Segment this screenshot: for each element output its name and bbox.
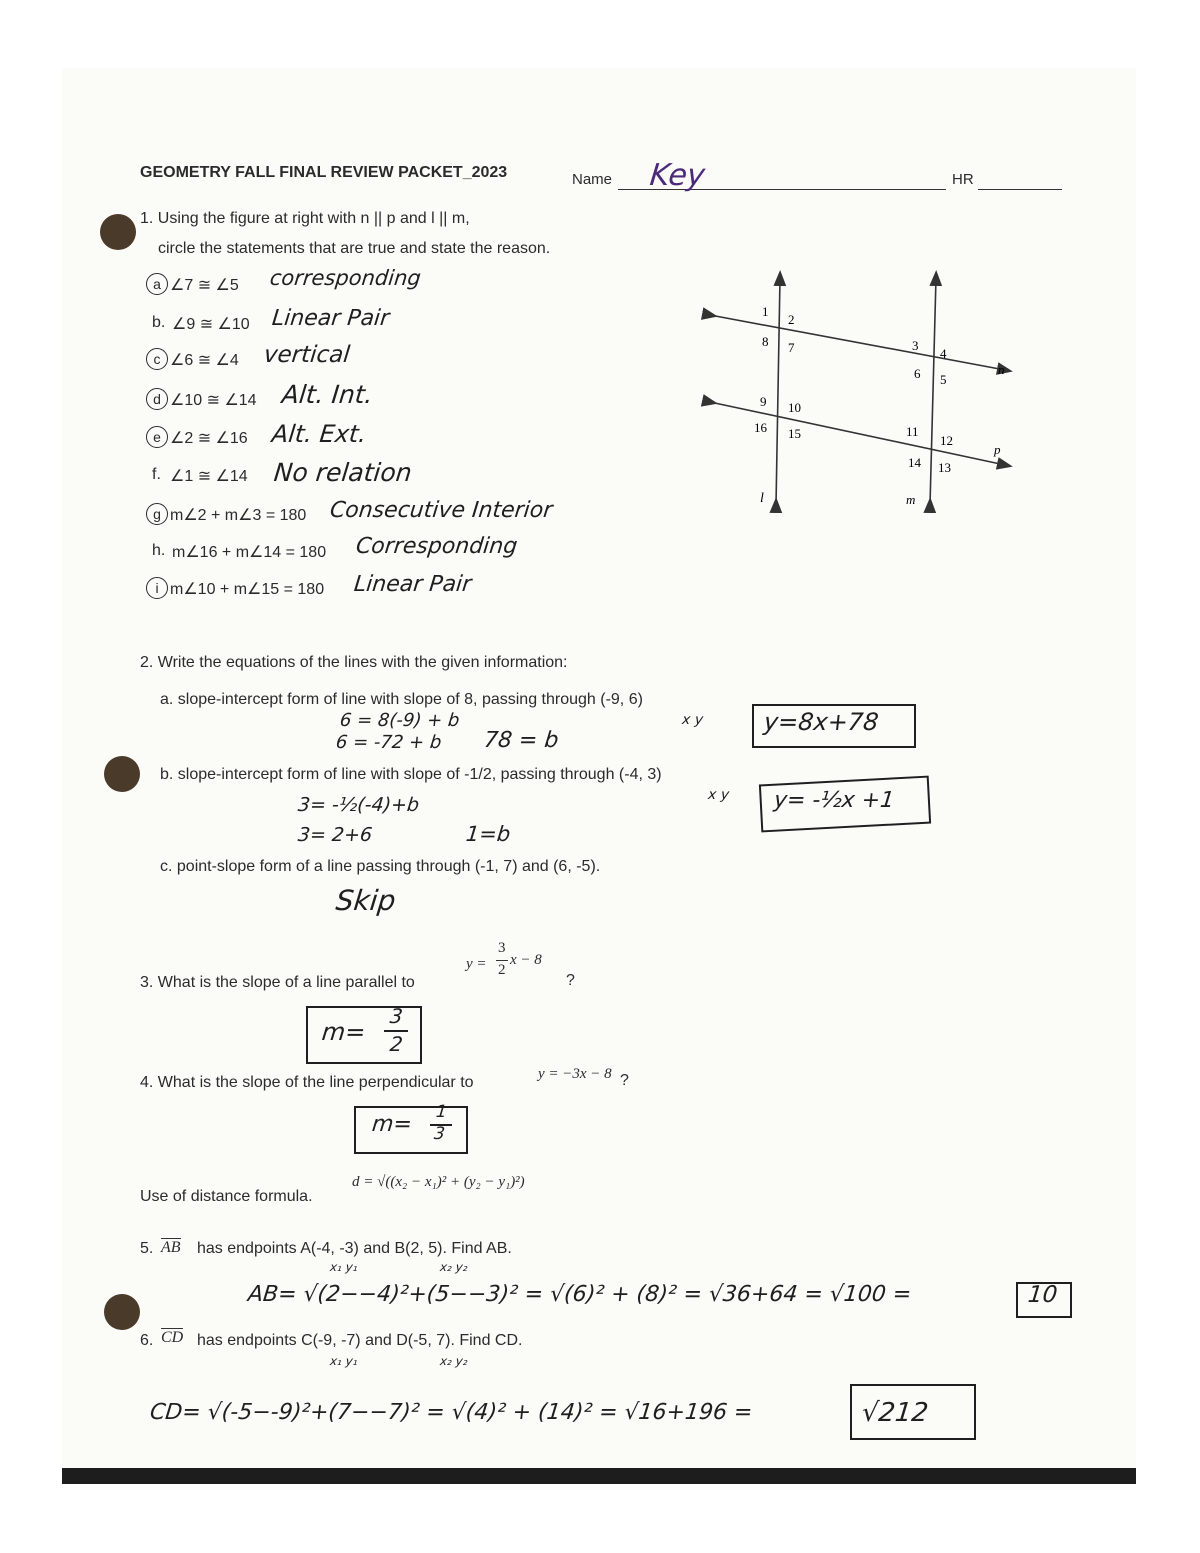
q1-answer-d: Alt. Int. — [280, 380, 375, 409]
q4-qmark: ? — [620, 1072, 629, 1089]
q2a-work3: 78 = b — [482, 728, 560, 753]
hr-label: HR — [952, 171, 974, 188]
q2a-answer: y=8x+78 — [762, 708, 880, 736]
distance-formula: d = √((x₂ − x₁)² + (y₂ − y₁)²) — [352, 1174, 525, 1190]
q3-eq-rhs: x − 8 — [510, 952, 542, 968]
line-label: m — [906, 492, 916, 507]
binder-hole — [100, 214, 136, 250]
q6-x1y1: x₁ y₁ — [329, 1354, 359, 1368]
circled-letter: e — [146, 426, 168, 448]
q2b-xy: x y — [707, 787, 730, 803]
angle-label: 4 — [940, 346, 947, 361]
q1-letter-h: h. — [152, 542, 166, 559]
line-m — [930, 278, 936, 505]
q4-answer-num: 1 — [434, 1102, 448, 1122]
q3-eq-num: 3 — [498, 940, 506, 956]
q3-answer-m: m= — [320, 1018, 367, 1046]
angle-label: 11 — [906, 424, 919, 439]
angle-label: 3 — [912, 338, 919, 353]
distance-label: Use of distance formula. — [140, 1188, 313, 1205]
binder-hole — [104, 1294, 140, 1330]
name-value: Key — [648, 158, 707, 193]
q5-prompt: has endpoints A(-4, -3) and B(2, 5). Find AB. — [197, 1240, 512, 1257]
q3-answer-den: 2 — [388, 1032, 404, 1056]
circled-letter: i — [146, 577, 168, 599]
angle-label: 13 — [938, 460, 951, 475]
q2a-work2: 6 = -72 + b — [334, 732, 443, 753]
angle-label: 1 — [762, 304, 769, 319]
q1-answer-f: No relation — [272, 458, 414, 487]
q1-prompt-line1: 1. Using the figure at right with n || p and l || m, — [140, 210, 470, 227]
q5-x2y2: x₂ y₂ — [439, 1260, 469, 1274]
q6-number: 6. — [140, 1332, 154, 1349]
q2a-xy: x y — [681, 712, 704, 728]
angle-label: 2 — [788, 312, 795, 327]
binder-hole — [104, 756, 140, 792]
q1-letter-b: b. — [152, 314, 166, 331]
q2a-prompt: a. slope-intercept form of line with slope of 8, passing through (-9, 6) — [160, 691, 643, 708]
q1-prompt-line2: circle the statements that are true and state the reason. — [158, 240, 551, 257]
q5-number: 5. — [140, 1240, 154, 1257]
q5-segment: AB — [161, 1239, 181, 1256]
q1-answer-a: corresponding — [268, 266, 423, 290]
angle-label: 5 — [940, 372, 947, 387]
q1-answer-g: Consecutive Interior — [328, 498, 554, 523]
q1-statement-c: ∠6 ≅ ∠4 — [170, 352, 239, 369]
q2c-answer: Skip — [334, 884, 398, 917]
angle-label: 12 — [940, 433, 953, 448]
q1-answer-h: Corresponding — [354, 534, 519, 559]
q6-work: CD= √(-5−-9)²+(7−−7)² = √(4)² + (14)² = √16+196 = — [148, 1400, 754, 1425]
q6-segment: CD — [161, 1329, 184, 1346]
q2b-work3: 1=b — [464, 822, 512, 846]
line-l — [776, 278, 780, 505]
q4-answer-den: 3 — [432, 1124, 446, 1144]
circled-letter: d — [146, 388, 168, 410]
q6-answer: √212 — [860, 1398, 930, 1428]
q2-prompt: 2. Write the equations of the lines with the given information: — [140, 654, 568, 671]
q2a-work1: 6 = 8(-9) + b — [338, 710, 461, 731]
q4-answer-m: m= — [370, 1112, 414, 1137]
q2b-work2: 3= 2+6 — [296, 824, 374, 846]
angle-label: 16 — [754, 420, 767, 435]
q1-statement-i: m∠10 + m∠15 = 180 — [170, 581, 325, 598]
q3-answer-num: 3 — [388, 1004, 404, 1028]
q1-answer-c: vertical — [262, 342, 352, 368]
hr-blank — [978, 188, 1062, 190]
q5-answer: 10 — [1026, 1282, 1059, 1308]
q1-statement-h: m∠16 + m∠14 = 180 — [172, 544, 327, 561]
q6-prompt: has endpoints C(-9, -7) and D(-5, 7). Find CD. — [197, 1332, 523, 1349]
q1-answer-b: Linear Pair — [270, 306, 391, 331]
angle-label: 15 — [788, 426, 801, 441]
q1-statement-d: ∠10 ≅ ∠14 — [170, 392, 257, 409]
angle-label: 8 — [762, 334, 769, 349]
angle-label: 6 — [914, 366, 921, 381]
page-title: GEOMETRY FALL FINAL REVIEW PACKET_2023 — [140, 164, 508, 181]
line-label: p — [994, 442, 1001, 457]
angle-label: 7 — [788, 340, 795, 355]
angle-label: 9 — [760, 394, 767, 409]
angle-label: 10 — [788, 400, 801, 415]
parallel-lines-figure — [700, 270, 1020, 515]
name-label: Name — [572, 171, 613, 188]
q1-answer-e: Alt. Ext. — [270, 420, 368, 448]
q6-x2y2: x₂ y₂ — [439, 1354, 469, 1368]
q1-letter-f: f. — [152, 466, 161, 483]
line-label: l — [760, 491, 764, 506]
scan-edge — [62, 1468, 1136, 1484]
q1-statement-b: ∠9 ≅ ∠10 — [172, 316, 250, 333]
fraction-bar — [496, 960, 508, 961]
q3-eq-den: 2 — [498, 962, 506, 978]
q3-prompt: 3. What is the slope of a line parallel to — [140, 974, 415, 991]
q2b-work1: 3= -½(-4)+b — [296, 794, 421, 816]
q1-statement-f: ∠1 ≅ ∠14 — [170, 468, 248, 485]
line-label: n — [998, 362, 1005, 377]
q4-equation: y = −3x − 8 — [538, 1066, 612, 1082]
circled-letter: a — [146, 273, 168, 295]
q4-prompt: 4. What is the slope of the line perpendicular to — [140, 1074, 474, 1091]
angle-label: 14 — [908, 455, 921, 470]
line-n — [710, 315, 1005, 370]
circled-letter: g — [146, 503, 168, 525]
q2b-answer: y= -½x +1 — [772, 788, 896, 813]
q1-answer-i: Linear Pair — [352, 572, 473, 597]
circled-letter: c — [146, 348, 168, 370]
q1-statement-g: m∠2 + m∠3 = 180 — [170, 507, 307, 524]
q3-qmark: ? — [566, 972, 575, 989]
q1-statement-e: ∠2 ≅ ∠16 — [170, 430, 248, 447]
q1-statement-a: ∠7 ≅ ∠5 — [170, 277, 239, 294]
q2b-prompt: b. slope-intercept form of line with slope of -1/2, passing through (-4, 3) — [160, 766, 662, 783]
q5-x1y1: x₁ y₁ — [329, 1260, 359, 1274]
q5-work: AB= √(2−−4)²+(5−−3)² = √(6)² + (8)² = √36+64 = √100 = — [246, 1282, 913, 1307]
q2c-prompt: c. point-slope form of a line passing through (-1, 7) and (6, -5). — [160, 858, 601, 875]
q3-eq-lhs: y = — [466, 956, 487, 972]
